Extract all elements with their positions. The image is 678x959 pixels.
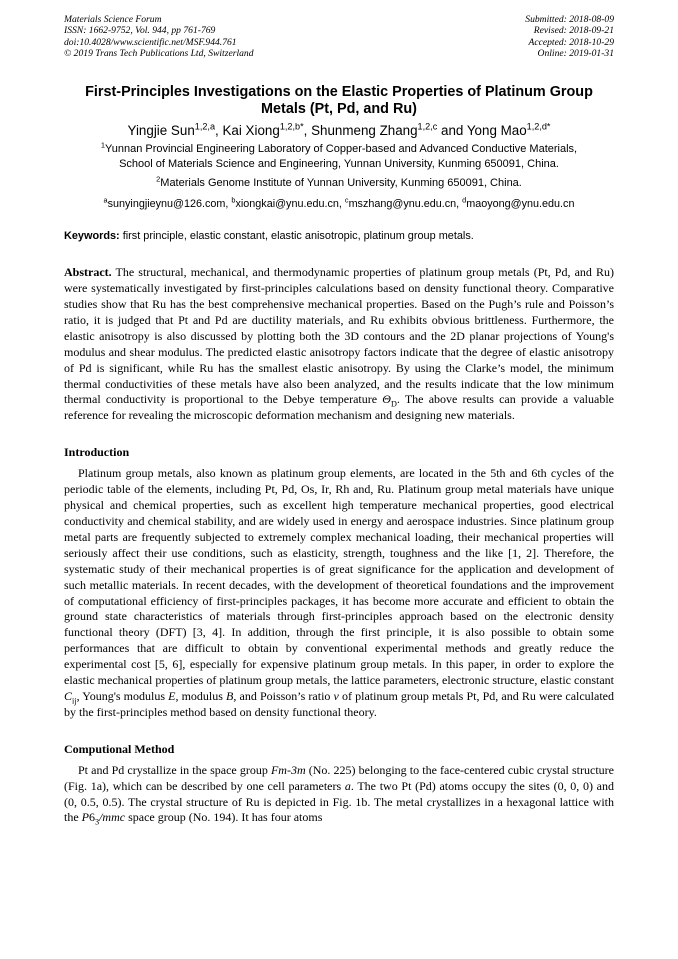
abstract-text: The structural, mechanical, and thermodynamic properties of platinum group metals (Pt, Pd, and Ru) were systematically investigated by first-principles calculations based on density functional theory. Comparative studies show that Ru has the best comprehensive mechanical properties. Based on the Pugh’s rule and Poisson’s ratio, it is judged that Pt and Pd are ductility materials, and Ru exhibits obvious brittleness. Furthermore, the elastic anisotropy is also discussed by plotting both the 3D contours and the 2D planar projections of Young's modulus and shear modulus. The predicted elastic anisotropy factors indicate that the degree of elastic anisotropy of Pd is significant, while Ru has the smallest elastic anisotropy. By using the Clarke’s model, the minimum thermal conductivities of these metals have also been analyzed, and the results indicate that the low minimum thermal conductivity is proportional to the Debye temperature (64, 265, 614, 407)
paper-title: First-Principles Investigations on the Elastic Properties of Platinum Group Metals (Pt, Pd, and Ru) (85, 84, 593, 118)
space-group-subscript: 3 (95, 817, 100, 827)
symbol-cij: C (64, 688, 73, 703)
affiliation-line: Yunnan Provincial Engineering Laboratory of Copper-based and Advanced Conductive Materials, (105, 143, 578, 156)
section-heading-introduction: Introduction (64, 445, 130, 460)
paragraph-text: space group (No. 194). It has four atoms (125, 810, 323, 825)
symbol-cij-subscript: ij (72, 696, 77, 706)
space-group-6: 6 (89, 810, 96, 825)
abstract-text-end: . The above results can provide a valuable reference for revealing the microscopic deformation mechanism and designing new materials. (64, 392, 615, 423)
space-group-fm3m: Fm-3m (270, 762, 306, 777)
email-list (64, 197, 614, 212)
email-address[interactable]: sunyingjieynu@126.com (107, 197, 226, 210)
symbol-e: E (168, 688, 176, 703)
author-list (64, 122, 614, 139)
paragraph-text: Platinum group metals, also known as platinum group elements, are located in the 5th and 6th cycles of the periodic table of the elements, including Pt, Pd, Os, Ir, Rh and, Ru. Platinum group metal materials have unique physical and chemical properties, such as excellent high temperature mechanical properties, good electrical conductivity and chemical stability, and are widely used in energy and aerospace industries. Since platinum group metal parts are frequently subjected to extremely complex mechanical loading, their mechanical properties will seriously affect their use conditions, such as elasticity, strength, toughness and the like [1, 2]. Therefore, the systematic study of their mechanical properties is of great significance for the application and development of such metallic materials. In recent decades, with the development of theoretical foundations and the improvement of computational efficiency of first-principles packages, it has become more accurate and efficient to obtain the ground state characteristics of materials through first-principles approach based on the electronic density functional theory (DFT) [3, 4]. In addition, through the first principle, it is also possible to obtain some performances that are difficult to obtain by conventional experimental methods and greatly reduce the experimental cost [5, 6], especially for expensive platinum group metals. In this paper, in order to explore the elastic mechanical properties of platinum group metals, the lattice parameters, electronic structure, elastic constant (64, 466, 614, 688)
email-superscript: d (462, 195, 467, 205)
affiliation-number: 1 (100, 140, 106, 150)
email-separator: , (338, 197, 345, 210)
email-separator: , (456, 197, 463, 210)
keywords (64, 229, 614, 243)
email-address[interactable]: xiongkai@ynu.edu.cn (235, 197, 339, 210)
date-accepted: Accepted: 2018-10-29 (528, 36, 614, 48)
email-address[interactable]: mszhang@ynu.edu.cn (348, 197, 457, 210)
email-address[interactable]: maoyong@ynu.edu.cn (466, 197, 575, 210)
symbol-a: a (344, 778, 351, 793)
email-superscript: a (103, 195, 108, 205)
space-group-p: P (81, 810, 90, 825)
paragraph-text: , modulus (175, 688, 227, 703)
keywords-text: first principle, elastic constant, elastic anisotropic, platinum group metals. (119, 230, 474, 243)
author-separator: , (303, 123, 312, 139)
symbol-b: B (226, 688, 234, 703)
author-name: Kai Xiong (222, 123, 280, 139)
paragraph-text: , and Poisson’s ratio (233, 688, 334, 703)
keywords-label: Keywords: (64, 230, 120, 243)
author-superscript: 1,2,a (194, 121, 216, 132)
affiliation-2 (64, 176, 614, 191)
abstract (64, 265, 614, 424)
affiliation-number: 2 (156, 174, 161, 184)
affiliation-1 (64, 142, 614, 171)
author-name: Yong Mao (466, 123, 527, 139)
dates-info (525, 14, 614, 59)
email-separator: , (225, 197, 232, 210)
author-superscript: 1,2,b* (279, 121, 304, 132)
email-superscript: c (344, 195, 349, 205)
date-revised: Revised: 2018-09-21 (533, 25, 614, 37)
journal-doi: doi:10.4028/www.scientific.net/MSF.944.761 (64, 36, 237, 48)
affiliation-line: School of Materials Science and Engineering, Yunnan University, Kunming 650091, China. (119, 157, 559, 170)
author-superscript: 1,2,c (417, 121, 438, 132)
debye-subscript: D (390, 399, 397, 409)
paragraph-text: of platinum group metals Pt, Pd, and Ru were calculated by the first-principles method based on density functional theory. (64, 688, 615, 719)
method-paragraph (64, 763, 614, 827)
paragraph-text: (No. 225) belonging to the face-centered cubic crystal structure (Fig. 1a), which can be described by one cell parameters (64, 762, 614, 793)
space-group-mmc: /mmc (99, 810, 126, 825)
journal-info (64, 14, 254, 59)
author-separator: , (215, 123, 223, 139)
author-name: Shunmeng Zhang (311, 123, 418, 139)
journal-copyright: © 2019 Trans Tech Publications Ltd, Switzerland (64, 47, 254, 59)
date-online: Online: 2019-01-31 (537, 47, 614, 59)
date-submitted: Submitted: 2018-08-09 (525, 14, 614, 25)
author-separator: and (437, 123, 467, 139)
affiliation-line: Materials Genome Institute of Yunnan University, Kunming 650091, China. (160, 177, 522, 190)
author-name: Yingjie Sun (127, 123, 195, 139)
symbol-v: v (333, 688, 339, 703)
email-superscript: b (231, 195, 236, 205)
section-heading-method: Computional Method (64, 741, 175, 756)
debye-symbol: Θ (382, 392, 391, 407)
introduction-paragraph (64, 466, 614, 721)
paragraph-text: , Young's modulus (76, 688, 169, 703)
author-superscript: 1,2,d* (526, 121, 551, 132)
paragraph-text: Pt and Pd crystallize in the space group (78, 762, 271, 777)
journal-issn: ISSN: 1662-9752, Vol. 944, pp 761-769 (64, 25, 216, 37)
paragraph-text: . The two Pt (Pd) atoms occupy the sites (0, 0, 0) and (0, 0.5, 0.5). The crystal structure of Ru is depicted in Fig. 1b. The metal crystallizes in a hexagonal lattice with the (64, 778, 614, 825)
abstract-label: Abstract. (64, 265, 112, 280)
journal-name: Materials Science Forum (64, 14, 162, 25)
journal-header (64, 14, 614, 59)
